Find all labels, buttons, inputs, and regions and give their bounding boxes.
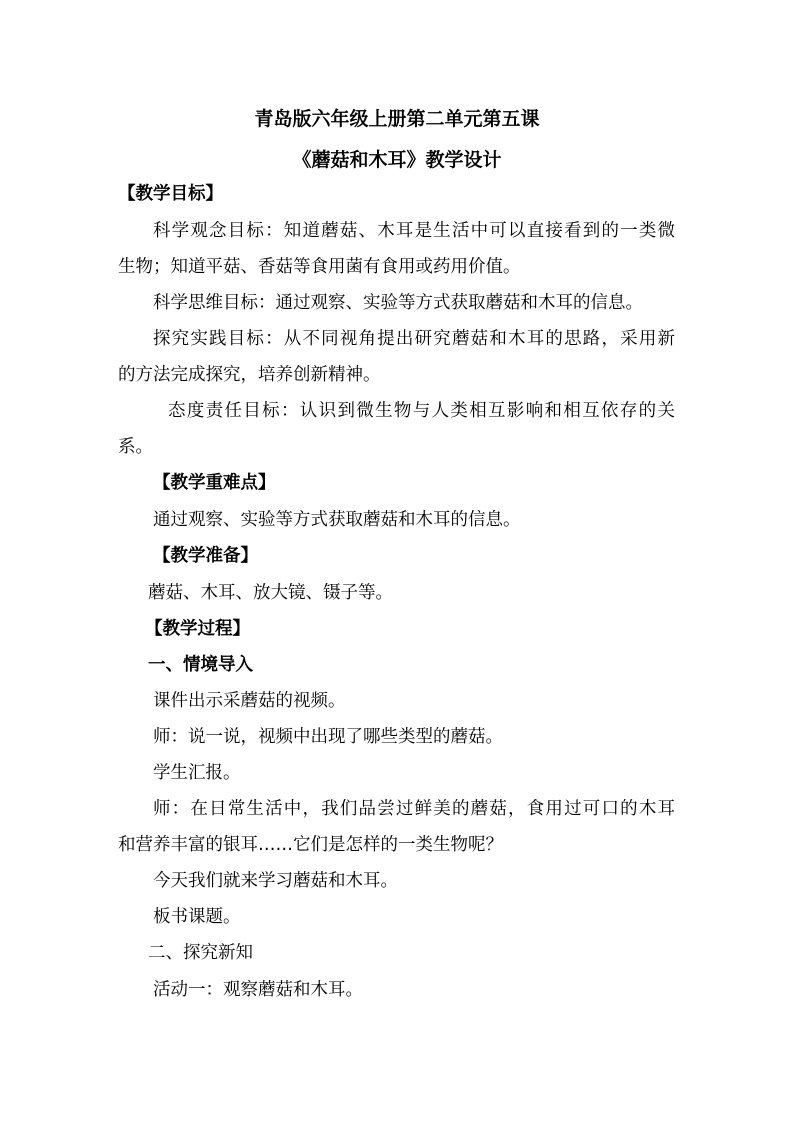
paragraph-objective-attitude-line1: 态度责任目标：认识到微生物与人类相互影响和相互依存的关: [168, 401, 675, 421]
section-heading-key-points: 【教学重难点】: [153, 473, 276, 493]
document-title-line2: 《蘑菇和木耳》教学设计: [292, 149, 502, 171]
paragraph-today: 今天我们就来学习蘑菇和木耳。: [153, 871, 398, 891]
paragraph-board-title: 板书课题。: [153, 907, 241, 927]
paragraph-preparation: 蘑菇、木耳、放大镜、镊子等。: [148, 583, 393, 603]
section-heading-process: 【教学过程】: [145, 619, 250, 639]
section-heading-objectives: 【教学目标】: [118, 184, 223, 204]
part-heading-situation-intro: 一、情境导入: [148, 655, 253, 675]
section-heading-preparation: 【教学准备】: [153, 546, 258, 566]
paragraph-objective-attitude-line2: 系。: [118, 437, 153, 457]
paragraph-objective-thinking: 科学思维目标：通过观察、实验等方式获取蘑菇和木耳的信息。: [153, 293, 643, 313]
paragraph-video: 课件出示采蘑菇的视频。: [153, 691, 346, 711]
paragraph-objective-concept-line2: 生物；知道平菇、香菇等食用菌有食用或药用价值。: [118, 257, 521, 277]
paragraph-objective-practice-line1: 探究实践目标：从不同视角提出研究蘑菇和木耳的思路，采用新: [153, 329, 675, 349]
part-heading-explore: 二、探究新知: [148, 943, 253, 963]
paragraph-key-points: 通过观察、实验等方式获取蘑菇和木耳的信息。: [153, 510, 521, 530]
paragraph-activity-one: 活动一：观察蘑菇和木耳。: [153, 980, 363, 1000]
paragraph-objective-concept-line1: 科学观念目标：知道蘑菇、木耳是生活中可以直接看到的一类微: [153, 221, 675, 241]
document-title-line1: 青岛版六年级上册第二单元第五课: [254, 108, 540, 130]
paragraph-objective-practice-line2: 的方法完成探究，培养创新精神。: [118, 365, 381, 385]
paragraph-teacher-intro-line1: 师：在日常生活中，我们品尝过鲜美的蘑菇，食用过可口的木耳: [153, 799, 675, 819]
paragraph-student-report: 学生汇报。: [153, 763, 241, 783]
paragraph-teacher-question: 师：说一说，视频中出现了哪些类型的蘑菇。: [153, 727, 503, 747]
paragraph-teacher-intro-line2: 和营养丰富的银耳……它们是怎样的一类生物呢？: [118, 835, 503, 855]
